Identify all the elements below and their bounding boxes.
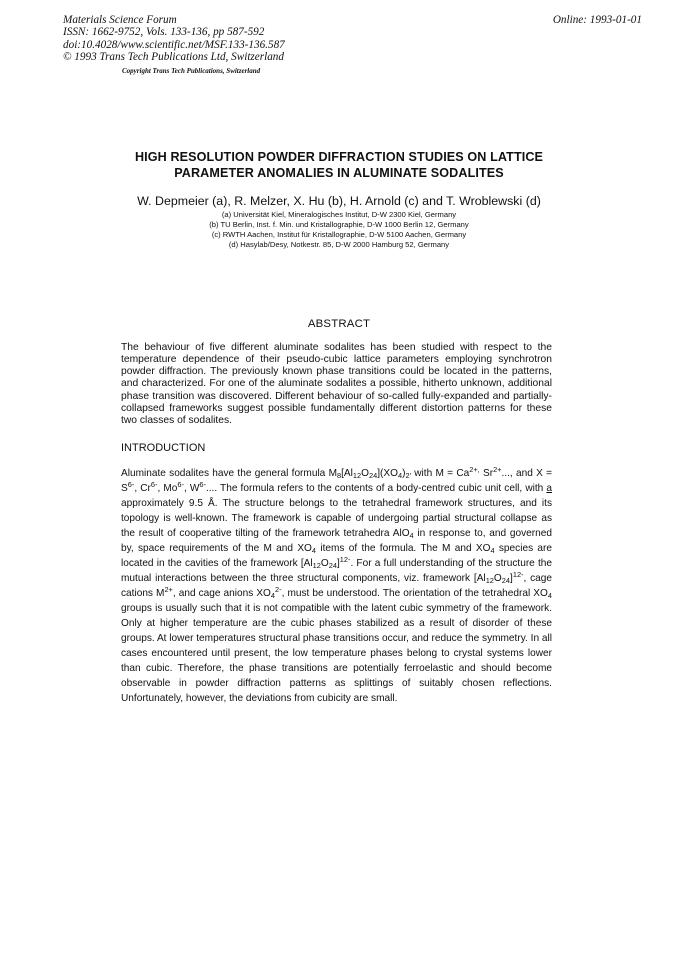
abstract-body: The behaviour of five different aluminate sodalites has been studied with respect to the temperature dependence of their pseudo-cubic lattice parameters employing synchrotron powder diffraction. The previously known phase transitions could be located in the patterns, and characterized. For one of the aluminate sodalites a possible, hitherto unknown, additional phase transition was discovered. Different behaviour of so-called fully-expanded and partially-collapsed frameworks suggest possible fundamentally different distortion patterns for these two classes of sodalites. [121, 342, 552, 426]
journal-name: Materials Science Forum [63, 14, 177, 26]
affiliations [60, 210, 618, 250]
affiliation-d: (d) Hasylab/Desy, Notkestr. 85, D-W 2000 Hamburg 52, Germany [228, 240, 450, 249]
affiliation-a: (a) Universität Kiel, Mineralogisches Institut, D-W 2300 Kiel, Germany [221, 210, 457, 219]
author-list: W. Depmeier (a), R. Melzer, X. Hu (b), H. Arnold (c) and T. Wroblewski (d) [137, 194, 541, 208]
issn-line: ISSN: 1662-9752, Vols. 133-136, pp 587-592 [63, 26, 265, 39]
online-date: Online: 1993-01-01 [552, 14, 642, 26]
copyright-line: © 1993 Trans Tech Publications Ltd, Switzerland [63, 51, 284, 64]
journal-header [63, 14, 285, 64]
doi-line: doi:10.4028/www.scientific.net/MSF.133-136.587 [63, 38, 285, 51]
introduction-body: Aluminate sodalites have the general formula $M_8[Al_{12}O_{24}](XO_4)_{2'}$ with $M = Ca^{2+,}$ $Sr^{2+}$..., and $X = S^{6-}$, $Cr^{6-}$, $Mo^{6-}$, $W^{6-}$.... The formula refers to the contents of a body-centred cubic unit cell, with a approximately 9.5 Å. The structure belongs to the tetrahedral framework structures, and its topology is well-known. The framework is capable of undergoing partial structural collapse as the result of cooperative tilting of the framework tetrahedra AlO$_4$ in response to, and governed by, space requirements of the M and $XO_4$ items of the formula. The M and $XO_4$ species are located in the cavities of the framework $[Al_{12}O_{24}]^{12-}$. For a full understanding of the structure the mutual interactions between the three structural components, viz. framework $[Al_{12}O_{24}]^{12-}$, cage cations $M^{2+}$, and cage anions $XO_4^{2-}$, must be understood. The orientation of the tetrahedral $XO_4$ groups is usually such that it is not compatible with the latent cubic symmetry of the framework. Only at higher temperature are the cubic phases stabilized as a result of disorder of these groups. At lower temperatures structural phase transitions occur, and reduce the symmetry. In all cases encountered until present, the low temperature phases belong to crystal systems lower than cubic. Therefore, the phase transitions are potentially ferroelastic and should become observable in powder diffraction patterns as splittings of suitably chosen reflections. Unfortunately, however, the deviations from cubicity are small. [121, 465, 553, 704]
introduction-heading: INTRODUCTION [121, 442, 206, 454]
abstract-heading: ABSTRACT [307, 318, 371, 330]
affiliation-c: (c) RWTH Aachen, Institut für Kristallographie, D-W 5100 Aachen, Germany [211, 230, 467, 239]
copyright-stamp: Copyright Trans Tech Publications, Switzerland [122, 67, 261, 75]
title-line-2: PARAMETER ANOMALIES IN ALUMINATE SODALITES [174, 165, 504, 180]
title-line-1: HIGH RESOLUTION POWDER DIFFRACTION STUDIES ON LATTICE [134, 150, 544, 164]
paper-title [100, 150, 578, 181]
affiliation-b: (b) TU Berlin, Inst. f. Min. und Kristallographie, D-W 1000 Berlin 12, Germany [209, 220, 469, 229]
